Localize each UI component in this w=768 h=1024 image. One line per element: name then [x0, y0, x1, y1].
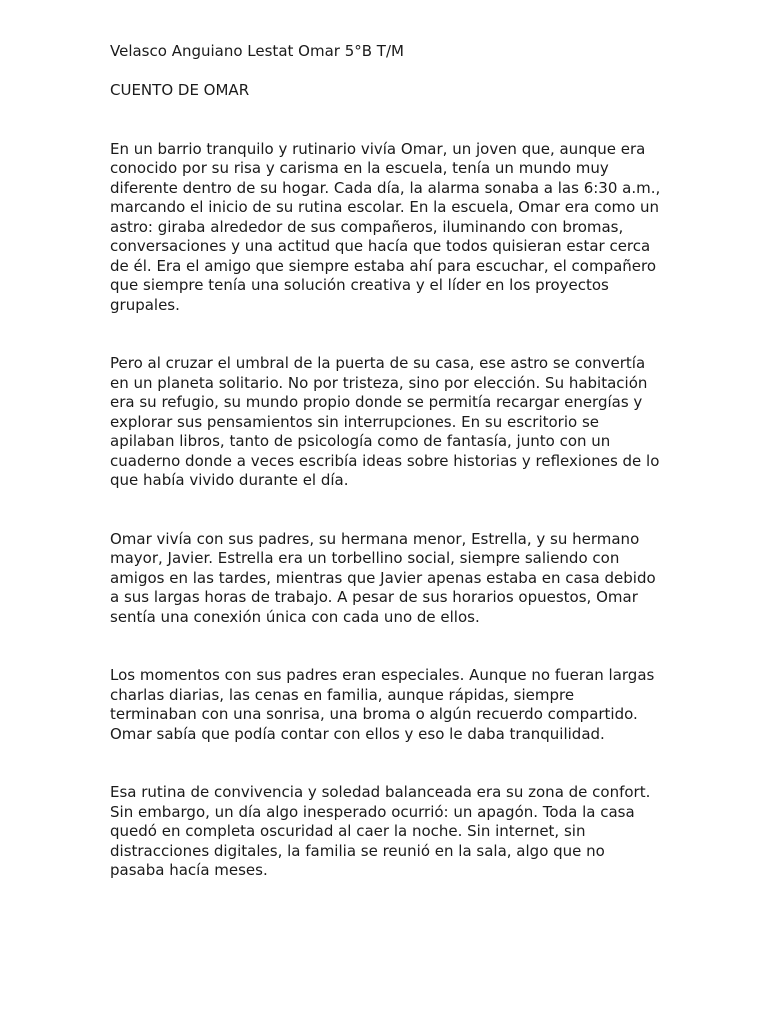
story-title: CUENTO DE OMAR — [110, 81, 250, 99]
student-header: Velasco Anguiano Lestat Omar 5°B T/M — [110, 42, 404, 60]
paragraph-2: Pero al cruzar el umbral de la puerta de su casa, ese astro se convertía en un planeta solitario. No por tristeza, sino por elección. Su habitación era su refugio, su mundo propio donde se permitía recargar energías y explorar sus pensamientos sin interrupciones. En su escritorio se apilaban libros, tanto de psicología como de fantasía, junto con un cuaderno donde a veces escribía ideas sobre historias y reflexiones de lo que había vivido durante el día. — [110, 354, 660, 489]
paragraph-1: En un barrio tranquilo y rutinario vivía Omar, un joven que, aunque era conocido por su risa y carisma en la escuela, tenía un mundo muy diferente dentro de su hogar. Cada día, la alarma sonaba a las 6:30 a.m., marcando el inicio de su rutina escolar. En la escuela, Omar era como un astro: giraba alrededor de sus compañeros, iluminando con bromas, conversaciones y una actitud que hacía que todos quisieran estar cerca de él. Era el amigo que siempre estaba ahí para escuchar, el compañero que siempre tenía una solución creativa y el líder en los proyectos grupales. — [110, 139, 661, 314]
paragraph-3: Omar vivía con sus padres, su hermana menor, Estrella, y su hermano mayor, Javier. Estrella era un torbellino social, siempre saliendo con amigos en las tardes, mientras que Javier apenas estaba en casa debido a sus largas horas de trabajo. A pesar de sus horarios opuestos, Omar sentía una conexión única con cada uno de ellos. — [110, 529, 656, 626]
paragraph-4: Los momentos con sus padres eran especiales. Aunque no fueran largas charlas diarias, las cenas en familia, aunque rápidas, siempre terminaban con una sonrisa, una broma o algún recuerdo compartido. Omar sabía que podía contar con ellos y eso le daba tranquilidad. — [110, 666, 655, 743]
paragraph-5: Esa rutina de convivencia y soledad balanceada era su zona de confort. Sin embargo, un día algo inesperado ocurrió: un apagón. Toda la casa quedó en completa oscuridad al caer la noche. Sin internet, sin distracciones digitales, la familia se reunió en la sala, algo que no pasaba hacía meses. — [110, 783, 651, 879]
document-page — [110, 42, 662, 881]
